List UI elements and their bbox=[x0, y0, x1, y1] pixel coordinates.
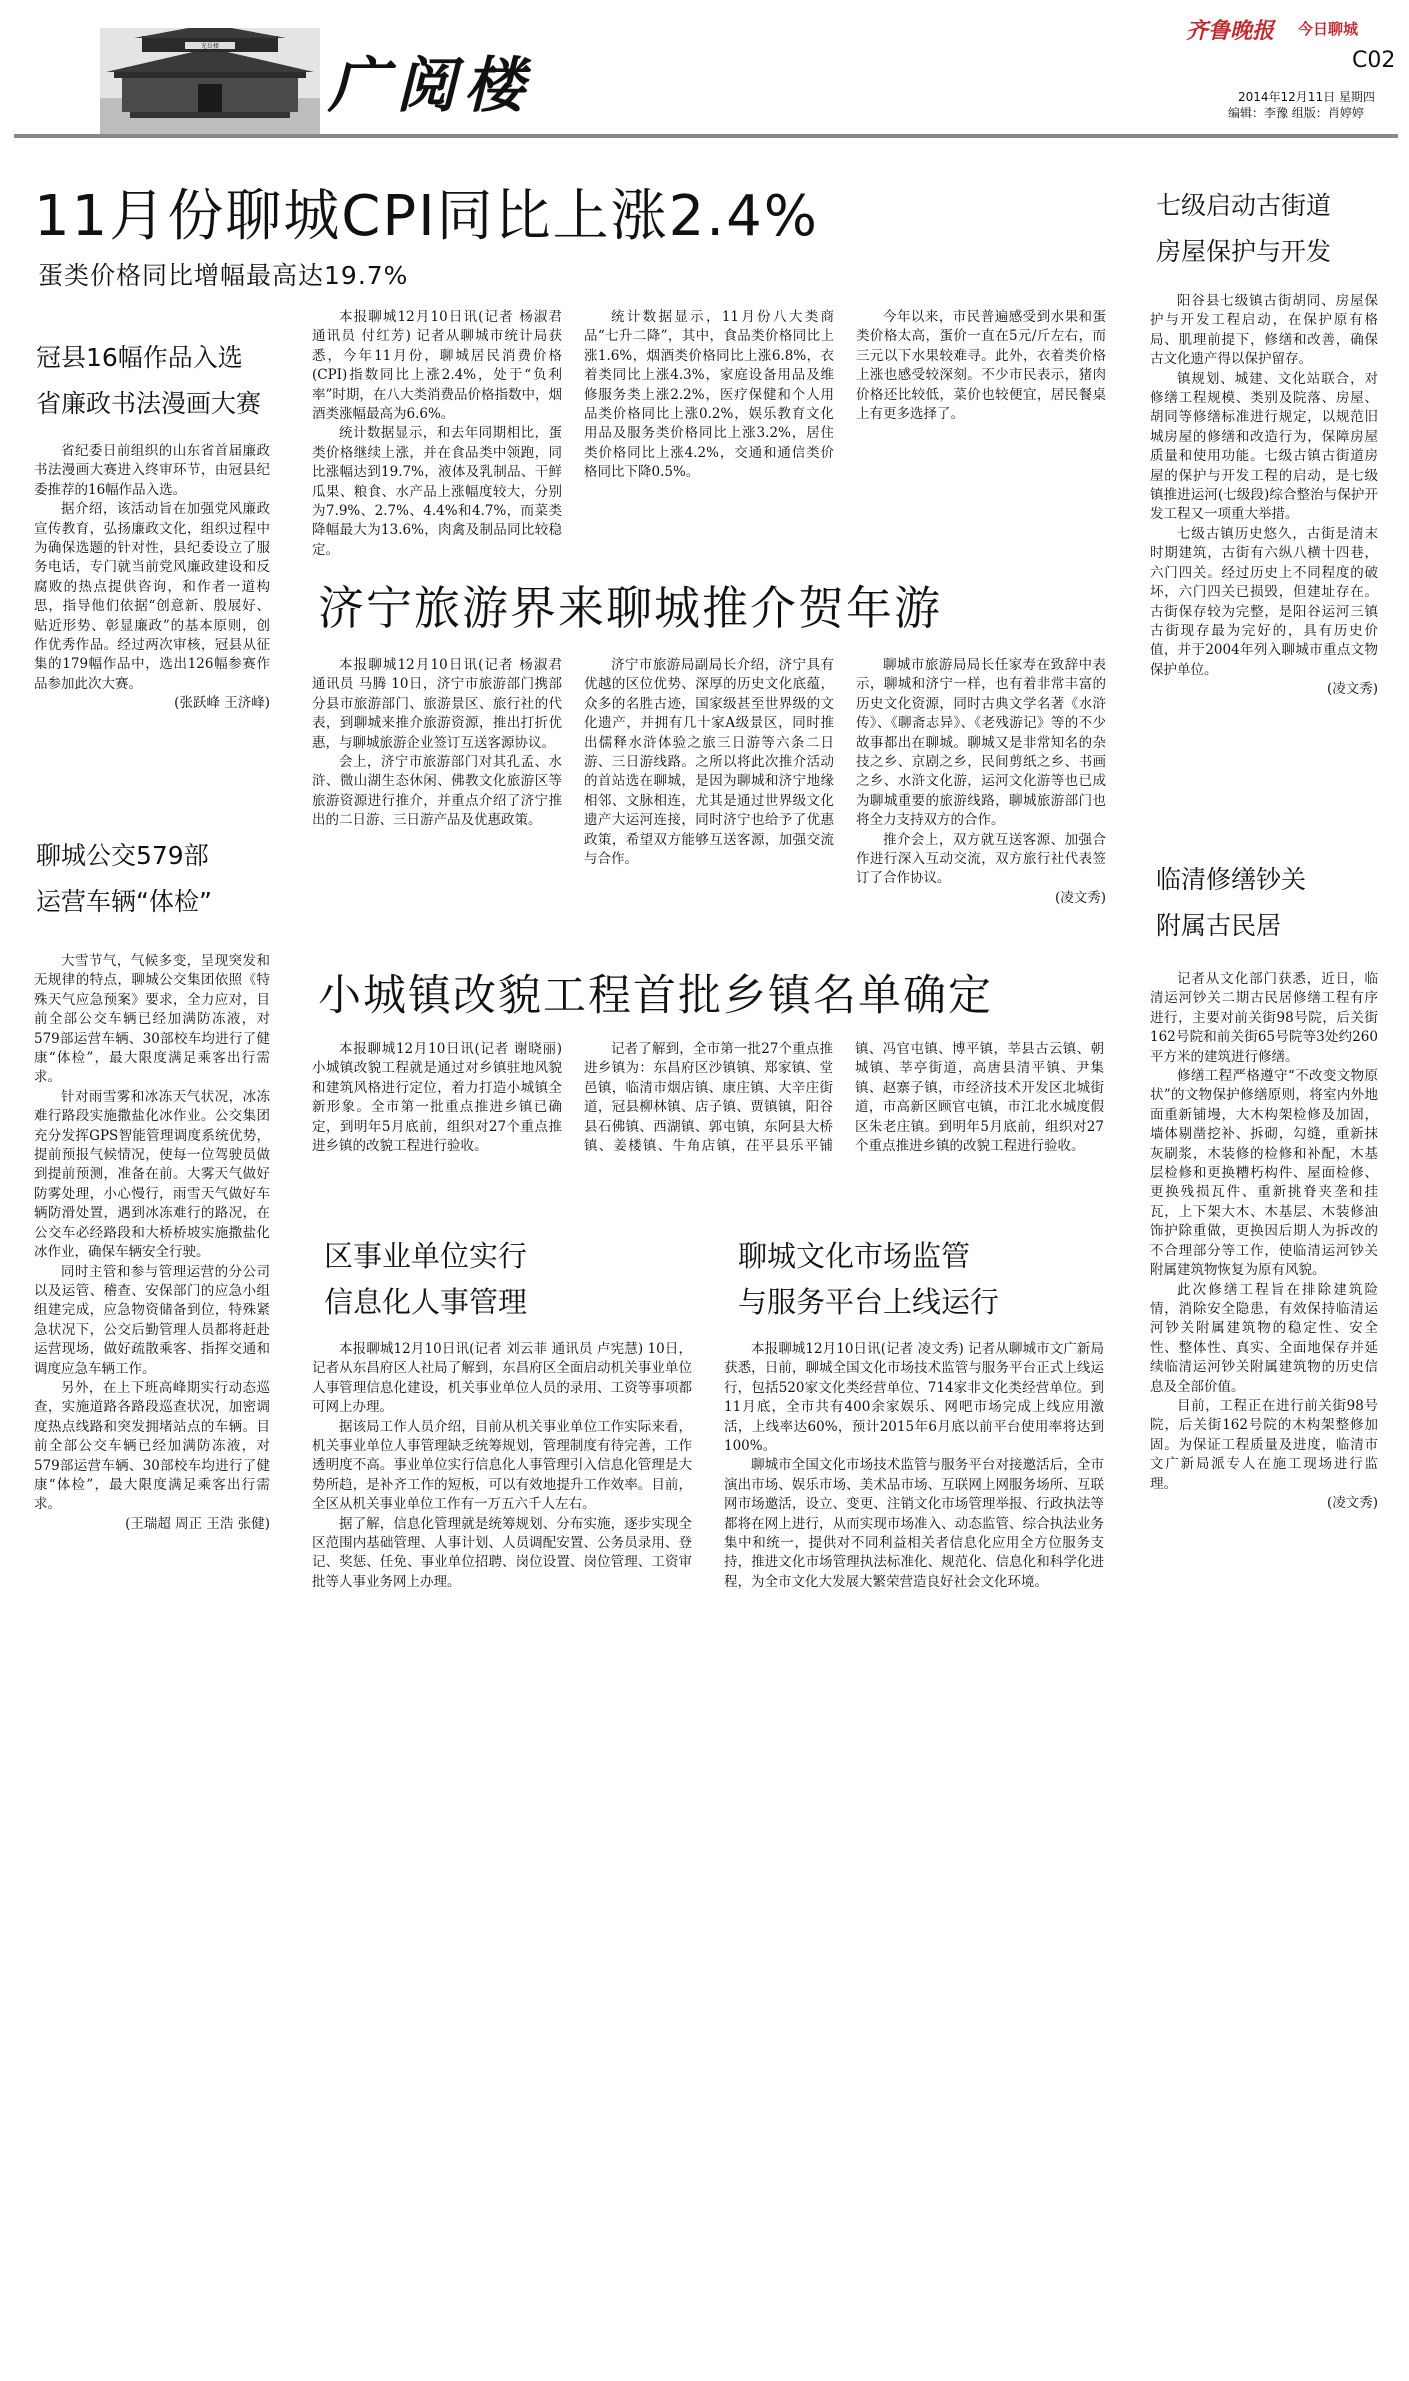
left1-p2: 据介绍，该活动旨在加强党风廉政宣传教育，弘扬廉政文化，组织过程中为确保选题的针对性，县纪委设立了服务电话，专门就当前党风廉政建设和反腐败的热点提供咨询，和作者一道构思，指导他们依据“创意新、殷展好、贴近形势、彰显廉政”的基本原则，创作优秀作品。经过两次审核，冠县从征集的179幅作品中，选出126幅参赛作品参加此次大赛。 bbox=[34, 501, 270, 692]
market-title-line1: 聊城文化市场监管 bbox=[738, 1239, 971, 1273]
lead-col-1 bbox=[312, 308, 562, 560]
market-title-line2: 与服务平台上线运行 bbox=[738, 1285, 1000, 1319]
market-body bbox=[724, 1340, 1104, 1592]
tourism-p1: 本报聊城12月10日讯(记者 杨淑君 通讯员 马腾 10日，济宁市旅游部门携部分县市旅游部门、旅游景区、旅行社的代表，到聊城来推介旅游资源，推出打折优惠，与聊城旅游企业签订互送客源协议。 bbox=[312, 657, 562, 751]
tourism-headline: 济宁旅游界来聊城推介贺年游 bbox=[318, 581, 942, 635]
lead-p2: 统计数据显示，和去年同期相比，蛋类价格继续上涨，并在食品类中领跑，同比涨幅达到19.7%，液体及乳制品、干鲜瓜果、粮食、水产品上涨幅度较大，分别为7.9%、2.7%、4.4%和4.7%，而菜类降幅最大为13.6%，肉禽及制品同比较稳定。 bbox=[312, 425, 562, 558]
left1-body bbox=[34, 442, 270, 714]
date-line: 2014年12月11日 星期四 bbox=[1238, 90, 1375, 104]
left1-byline: (张跃峰 王济峰) bbox=[174, 695, 270, 712]
market-p1: 本报聊城12月10日讯(记者 凌文秀) 记者从聊城市文广新局获悉，日前，聊城全国文化市场技术监管与服务平台正式上线运行，包括520家文化类经营单位、714家非文化类经营单位。到11月底，全市共有400余家娱乐、网吧市场完成上线应用激活，上线率达60%，预计2015年6月底以前平台使用率将达到100%。 bbox=[724, 1341, 1104, 1455]
left1-title-line2: 省廉政书法漫画大赛 bbox=[36, 389, 262, 418]
tourism-col-1 bbox=[312, 656, 562, 831]
hr-title-line1: 区事业单位实行 bbox=[324, 1239, 528, 1273]
hr-p1: 本报聊城12月10日讯(记者 刘云菲 通讯员 卢宪慧) 10日，记者从东昌府区人社局了解到，东昌府区全面启动机关事业单位人事管理信息化建设，机关事业单位人员的录用、工资等事项都可网上办理。 bbox=[312, 1341, 692, 1416]
left2-p1: 大雪节气，气候多变，呈现突发和无规律的特点，聊城公交集团依照《特殊天气应急预案》要求，全力应对，目前全部公交车辆已经加满防冻液，对579部运营车辆、30部校车均进行了健康“体检”，最大限度满足乘客出行需求。 bbox=[34, 953, 270, 1086]
lead-p3: 统计数据显示，11月份八大类商品“七升二降”，其中，食品类价格同比上涨1.6%，烟酒类价格同比上涨6.8%，衣着类同比上涨4.3%，家庭设备用品及维修服务类上涨2.2%，医疗保健和个人用品类价格同比上涨0.2%，娱乐教育文化用品及服务类价格同比上涨3.2%，居住类价格同比上涨4.2%，交通和通信类价格同比下降0.5%。 bbox=[584, 309, 834, 481]
brand-name: 齐鲁晚报 bbox=[1186, 19, 1275, 44]
hr-body bbox=[312, 1340, 692, 1592]
right1-title-line1: 七级启动古街道 bbox=[1156, 191, 1332, 220]
left2-p2: 针对雨雪雾和冰冻天气状况，冰冻难行路段实施撒盐化冰作业。公交集团充分发挥GPS智能管理调度系统优势，提前预报气候情况，使每一位驾驶员做到提前预测，准备在前。大雾天气做好防雾处理，小心慢行，雨雪天气做好车辆防滑处置，遇到冰冻难行的路况，在公交车必经路段和大桥桥坡实施撒盐化冰作业，确保车辆安全行驶。 bbox=[34, 1088, 270, 1261]
town-headline: 小城镇改貌工程首批乡镇名单确定 bbox=[318, 971, 993, 1021]
right2-p1: 记者从文化部门获悉，近日，临清运河钞关二期古民居修缮工程有序进行，主要对前关街98号院，后关街162号院和前关街65号院等3处约260平方米的建筑进行修缮。 bbox=[1150, 971, 1378, 1065]
right1-body bbox=[1150, 292, 1378, 700]
section-logo-text: 广阅楼 bbox=[328, 51, 532, 121]
pavilion-logo-icon bbox=[100, 28, 320, 138]
tourism-p4: 聊城市旅游局局长任家寿在致辞中表示，聊城和济宁一样，也有着非常丰富的历史文化资源，同时古典文学名著《水浒传》、《聊斋志异》、《老残游记》等的不少故事都出在聊城。聊城又是非常知名的杂技之乡、京剧之乡，民间剪纸之乡、书画之乡、水浒文化游，运河文化游等也已成为聊城重要的旅游线路，聊城旅游部门也将全力支持双方的合作。 bbox=[856, 657, 1106, 829]
hr-p3: 据了解，信息化管理就是统筹规划、分布实施，逐步实现全区范围内基础管理、人事计划、人员调配安置、公务员录用、登记、奖惩、任免、事业单位招聘、岗位设置、岗位管理、工资审批等人事业务网上办理。 bbox=[312, 1515, 692, 1590]
right1-p2: 镇规划、城建、文化站联合，对修缮工程规模、类别及院落、房屋、胡同等修缮标准进行规定，以规范旧城房屋的修缮和改造行为，保障房屋质量和使用功能。七级古镇古街道房屋的保护与开发工程的启动，是七级镇推进运河(七级段)综合整治与保护开发工程又一项重大举措。 bbox=[1150, 370, 1378, 523]
hr-title-line2: 信息化人事管理 bbox=[324, 1285, 528, 1319]
tourism-col-2 bbox=[584, 656, 834, 869]
tourism-byline: (凌文秀) bbox=[1054, 889, 1106, 906]
tourism-p3: 济宁市旅游局副局长介绍，济宁具有优越的区位优势、深厚的历史文化底蕴，众多的名胜古迹，国家级甚至世界级的文化遗产，并拥有几十家A级景区，同时推出儒释水浒体验之旅三日游等六条二日游、三日游线路。之所以将此次推介活动的首站选在聊城，是因为聊城和济宁地缘相邻、文脉相连，尤其是通过世界级文化遗产大运河连接，同时济宁也给予了优惠政策，希望双方能够互送客源，加强交流与合作。 bbox=[584, 657, 834, 868]
left2-p4: 另外，在上下班高峰期实行动态巡查，实施道路各路段巡查状况，加密调度热点线路和突发拥堵站点的车辆。目前全部公交车辆已经加满防冻液，对579部运营车辆、30部校车均进行了健康“体检”，最大限度满足乘客出行需求。 bbox=[34, 1379, 270, 1513]
left2-p3: 同时主管和参与管理运营的分公司以及运管、稽查、安保部门的应急小组组建完成，应急物资储备到位，特殊紧急状况下，公交后勤管理人员都将赶赴运营现场，做好疏散乘客、指挥交通和调度应急车辆工作。 bbox=[34, 1263, 270, 1377]
right1-p1: 阳谷县七级镇古街胡同、房屋保护与开发工程启动，在保护原有格局、肌理前提下，修缮和改善，确保古文化遗产得以保护留存。 bbox=[1150, 293, 1378, 368]
left2-title-line2: 运营车辆“体检” bbox=[36, 887, 212, 916]
masthead bbox=[0, 0, 1409, 148]
tourism-p5: 推介会上，双方就互送客源、加强合作进行深入互动交流，双方旅行社代表签订了合作协议。 bbox=[856, 831, 1106, 887]
right1-byline: (凌文秀) bbox=[1326, 681, 1378, 698]
lead-p4: 今年以来，市民普遍感受到水果和蛋类价格太高，蛋价一直在5元/斤左右，而三元以下水果较难寻。此外，衣着类价格上涨也感受较深刻。不少市民表示，猪肉价格还比较低，菜价也较便宜，居民餐桌上有更多选择了。 bbox=[856, 309, 1106, 423]
right2-title-line2: 附属古民居 bbox=[1156, 911, 1282, 940]
lead-headline: 11月份聊城CPI同比上涨2.4% bbox=[34, 184, 819, 249]
right1-p3: 七级古镇历史悠久，古街是清末时期建筑，古街有六纵八横十四巷，六门四关。经过历史上不同程度的破坏，六门四关已损毁，但建址存在。古街保存较为完整，是阳谷运河三镇古街现存最为完好的，具有历史价值，并于2004年列入聊城市重点文物保护单位。 bbox=[1150, 525, 1378, 678]
lead-col-2 bbox=[584, 308, 834, 483]
town-p2: 记者了解到，全市第一批27个重点推进乡镇为：东昌府区沙镇镇、郑家镇、堂邑镇，临清市烟店镇、康庄镇、大辛庄街道，冠县柳林镇、店子镇、贾镇镇，阳谷县石佛镇、西湖镇、郭屯镇，东阿县大桥镇、姜楼镇、牛角店镇，茌平县乐平铺镇、冯官屯镇、博平镇，莘县古云镇、朝城镇、莘亭街道，高唐县清平镇、尹集镇、赵寨子镇，市经济技术开发区北城街道，市高新区顾官屯镇，市江北水城度假区朱老庄镇。到明年5月底前，组织对27个重点推进乡镇的改貌工程进行验收。 bbox=[584, 1041, 1104, 1155]
hr-p2: 据该局工作人员介绍，目前从机关事业单位工作实际来看，机关事业单位人事管理缺乏统筹规划，管理制度有待完善，工作透明度不高。事业单位实行信息化人事管理引入信息化管理是大势所趋，是补齐工作的短板，可以有效地提升工作效率。目前，全区从机关事业单位工作有一万五六千人左右。 bbox=[312, 1418, 692, 1513]
right2-title-line1: 临清修缮钞关 bbox=[1156, 865, 1307, 894]
right2-p3: 此次修缮工程旨在排除建筑险情，消除安全隐患，有效保持临清运河钞关附属建筑物的稳定性、安全性、整体性、真实、全面地保存并延续临清运河钞关附属建筑物的历史信息及全部价值。 bbox=[1150, 1281, 1378, 1395]
right2-body bbox=[1150, 970, 1378, 1513]
right2-p4: 目前，工程正在进行前关街98号院，后关街162号院的木构架整修加固。为保证工程质量及进度，临清市文广新局派专人在施工现场进行监理。 bbox=[1150, 1397, 1378, 1492]
lead-p1: 本报聊城12月10日讯(记者 杨淑君 通讯员 付红芳) 记者从聊城市统计局获悉，今年11月份，聊城居民消费价格(CPI)指数同比上涨2.4%，处于“负利率”时期，在八大类消费品价格指数中，烟酒类涨幅最高为6.6%。 bbox=[312, 309, 562, 423]
left1-p1: 省纪委日前组织的山东省首届廉政书法漫画大赛进入终审环节，由冠县纪委推荐的16幅作品入选。 bbox=[34, 443, 270, 498]
lead-subhead: 蛋类价格同比增幅最高达19.7% bbox=[38, 261, 409, 290]
tourism-p2: 会上，济宁市旅游部门对其孔孟、水浒、微山湖生态休闲、佛教文化旅游区等旅游资源进行推介，并重点介绍了济宁推出的二日游、三日游产品及优惠政策。 bbox=[312, 754, 562, 829]
left2-title-line1: 聊城公交579部 bbox=[36, 841, 209, 870]
left2-byline: (王瑞超 周正 王浩 张健) bbox=[125, 1515, 270, 1532]
right2-byline: (凌文秀) bbox=[1326, 1494, 1378, 1511]
town-col-2 bbox=[584, 1040, 1104, 1156]
tourism-col-3 bbox=[856, 656, 1106, 908]
lead-col-3 bbox=[856, 308, 1106, 424]
left2-body bbox=[34, 952, 270, 1534]
masthead-rule bbox=[14, 134, 1398, 138]
editor-line: 编辑：李豫 组版：肖婷婷 bbox=[1228, 106, 1364, 120]
town-col-1 bbox=[312, 1040, 562, 1156]
right2-p2: 修缮工程严格遵守“不改变文物原状”的文物保护修缮原则，将室内外地面重新铺墁，大木构架检修及加固，墙体剔凿挖补、拆砌，勾缝，重新抹灰刷浆，木装修的检修和补配，木基层检修和更换糟朽构件、屋面检修、更换残损瓦件、重新挑脊夹垄和挂瓦，上下架大木、木基层、木装修油饰护除重做，更换因后期人为拆改的不合理部分等工作，使临清运河钞关附属建筑物恢复为原有风貌。 bbox=[1150, 1068, 1378, 1279]
page-number: C02 bbox=[1352, 48, 1396, 73]
svg-text:光岳楼: 光岳楼 bbox=[200, 43, 220, 50]
right1-title-line2: 房屋保护与开发 bbox=[1156, 237, 1332, 266]
market-p2: 聊城市全国文化市场技术监管与服务平台对接邀活后，全市演出市场、娱乐市场、美术品市场、互联网上网服务场所、互联网市场邀活，设立、变更、注销文化市场管理举报、行政执法等都将在网上进行，从而实现市场准入、动态监管、综合执法业务集中和统一，提供对不同利益相关者信息化应用全方位服务支持，推进文化市场管理执法标准化、规范化、信息化和科学化进程，为全市文化大发展大繁荣营造良好社会文化环境。 bbox=[724, 1457, 1104, 1590]
section-name: 今日聊城 bbox=[1298, 20, 1359, 38]
left1-title-line1: 冠县16幅作品入选 bbox=[36, 343, 243, 372]
town-p1: 本报聊城12月10日讯(记者 谢晓丽) 小城镇改貌工程就是通过对乡镇驻地风貌和建筑风格进行定位，着力打造小城镇全新形象。全市第一批重点推进乡镇已确定，到明年5月底前，组织对27个重点推进乡镇的改貌工程进行验收。 bbox=[312, 1041, 562, 1155]
